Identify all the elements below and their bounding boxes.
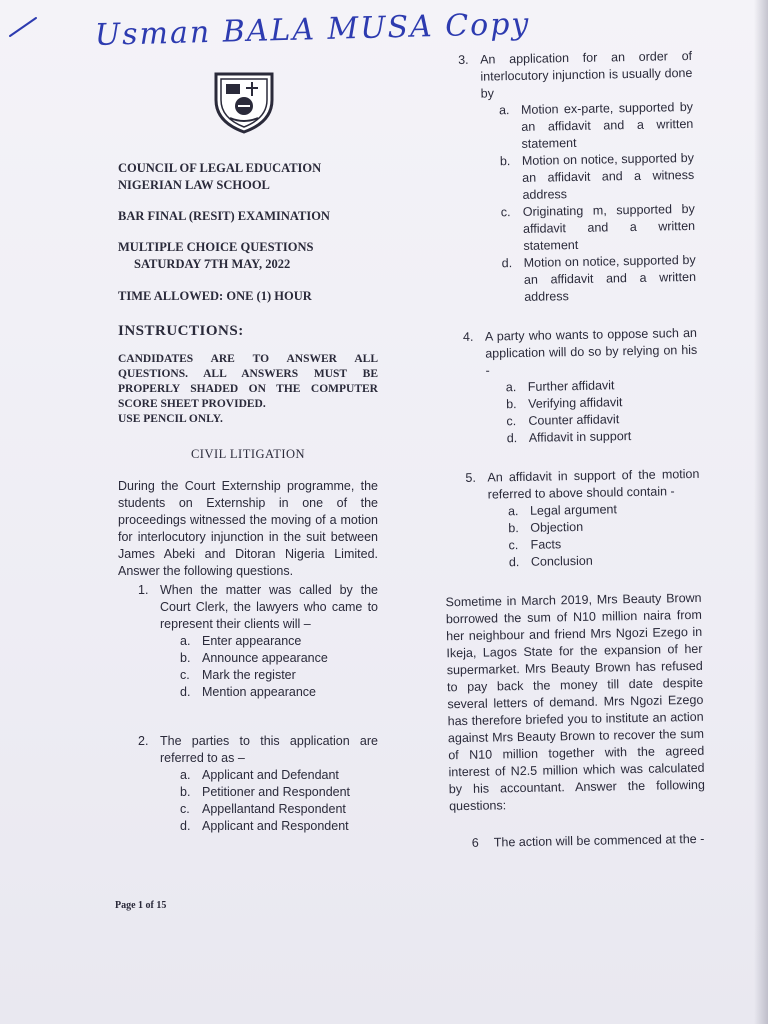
options-list	[138, 767, 378, 835]
question-number: 4.	[462, 329, 474, 344]
law-school-crest-icon	[212, 70, 276, 134]
question-text: An application for an order of interlocutory injunction is usually done by	[480, 48, 693, 101]
question-6	[472, 831, 706, 852]
option-d: d. Motion on notice, supported by an affidavit and a written address	[501, 252, 697, 304]
date-line: SATURDAY 7TH MAY, 2022	[134, 257, 291, 271]
left-column	[118, 160, 378, 835]
section-title: CIVIL LITIGATION	[190, 447, 306, 461]
instructions-title: INSTRUCTIONS:	[118, 323, 244, 339]
option-a: a. Enter appearance	[180, 634, 302, 648]
option-d: d. Affidavit in support	[506, 429, 632, 446]
option-c: c. Appellantand Respondent	[180, 802, 346, 816]
option-c: c. Originating m, supported by affidavit and a written statement	[500, 201, 696, 253]
question-number: 5.	[465, 470, 476, 485]
question-text: A party who wants to oppose such an application will do so by relying on his -	[484, 325, 698, 378]
question-2	[118, 733, 378, 835]
option-a: a. Legal argument	[507, 502, 618, 519]
option-b: b. Motion on notice, supported by an affidavit and a witness address	[499, 150, 695, 202]
handwritten-name: Usman BALA MUSA Copy	[94, 6, 531, 54]
org-line-1: COUNCIL OF LEGAL EDUCATION	[118, 161, 322, 175]
org-line-2: NIGERIAN LAW SCHOOL	[118, 178, 270, 192]
instructions-text: CANDIDATES ARE TO ANSWER ALL QUESTIONS. ALL ANSWERS MUST BE PROPERLY SHADED ON THE COMPUTER SCORE SHEET PROVIDED.	[118, 353, 378, 410]
option-b: b. Objection	[508, 519, 584, 536]
exam-title: BAR FINAL (RESIT) EXAMINATION	[118, 209, 330, 223]
instructions-body	[118, 352, 378, 427]
question-3	[458, 48, 696, 307]
scenario-1: During the Court Externship programme, the students on Externship in one of the proceedings witnessed the moving of a motion for interlocutory injunction in the suit between James Abeki and Ditoran Nigeria Limited. Answer the following questions.	[118, 479, 378, 578]
option-c: c. Facts	[508, 537, 562, 553]
options-list	[459, 99, 697, 307]
question-text: When the matter was called by the Court Clerk, the lawyers who came to represent their clients will –	[160, 583, 378, 631]
question-text: An affidavit in support of the motion referred to above should contain -	[487, 466, 700, 502]
question-text: The action will be commenced at the -	[493, 831, 705, 850]
question-text: The parties to this application are referred to as –	[160, 734, 378, 765]
question-4	[463, 325, 699, 448]
options-list	[466, 500, 701, 572]
options-list	[464, 376, 699, 448]
option-a: a. Further affidavit	[505, 378, 615, 395]
scenario-2: Sometime in March 2019, Mrs Beauty Brown borrowed the sum of N10 million naira from her neighbour and friend Mrs Ngozi Ezego in Ikeja, Lagos State for the expansion of her supermarket. Mrs Beauty Brown has refused to pay back the money till date despite several letters of demand. Mrs Ngozi Ezego has therefore briefed you to institute an action against Mrs Beauty Brown to recover the sum of N10 million together with the agreed interest of N2.5 million which was calculated by his accountant. Answer the following questions:	[445, 590, 705, 814]
question-1	[118, 582, 378, 701]
options-list	[138, 633, 378, 701]
option-a: a. Applicant and Defendant	[180, 768, 339, 782]
option-d: d. Applicant and Respondent	[180, 819, 349, 833]
question-number: 1.	[138, 583, 149, 597]
option-b: b. Verifying affidavit	[506, 395, 623, 412]
option-a: a. Motion ex-parte, supported by an affidavit and a written statement	[498, 99, 694, 151]
mcq-line: MULTIPLE CHOICE QUESTIONS	[118, 240, 314, 254]
question-number: 6	[471, 835, 479, 850]
option-d: d. Conclusion	[508, 553, 593, 570]
pencil-instruction: USE PENCIL ONLY.	[118, 413, 223, 425]
option-c: c. Counter affidavit	[506, 412, 620, 429]
question-number: 2.	[138, 734, 149, 748]
question-5	[465, 466, 701, 572]
time-allowed: TIME ALLOWED: ONE (1) HOUR	[118, 289, 312, 303]
option-c: c. Mark the register	[180, 668, 296, 682]
option-d: d. Mention appearance	[180, 685, 316, 699]
page-edge-shadow	[754, 0, 768, 1024]
option-b: b. Petitioner and Respondent	[180, 785, 351, 799]
question-number: 3.	[458, 52, 469, 67]
page-number: Page 1 of 15	[115, 900, 167, 911]
option-b: b. Announce appearance	[180, 651, 328, 665]
right-column	[445, 48, 706, 852]
tick-mark-icon	[8, 14, 38, 38]
